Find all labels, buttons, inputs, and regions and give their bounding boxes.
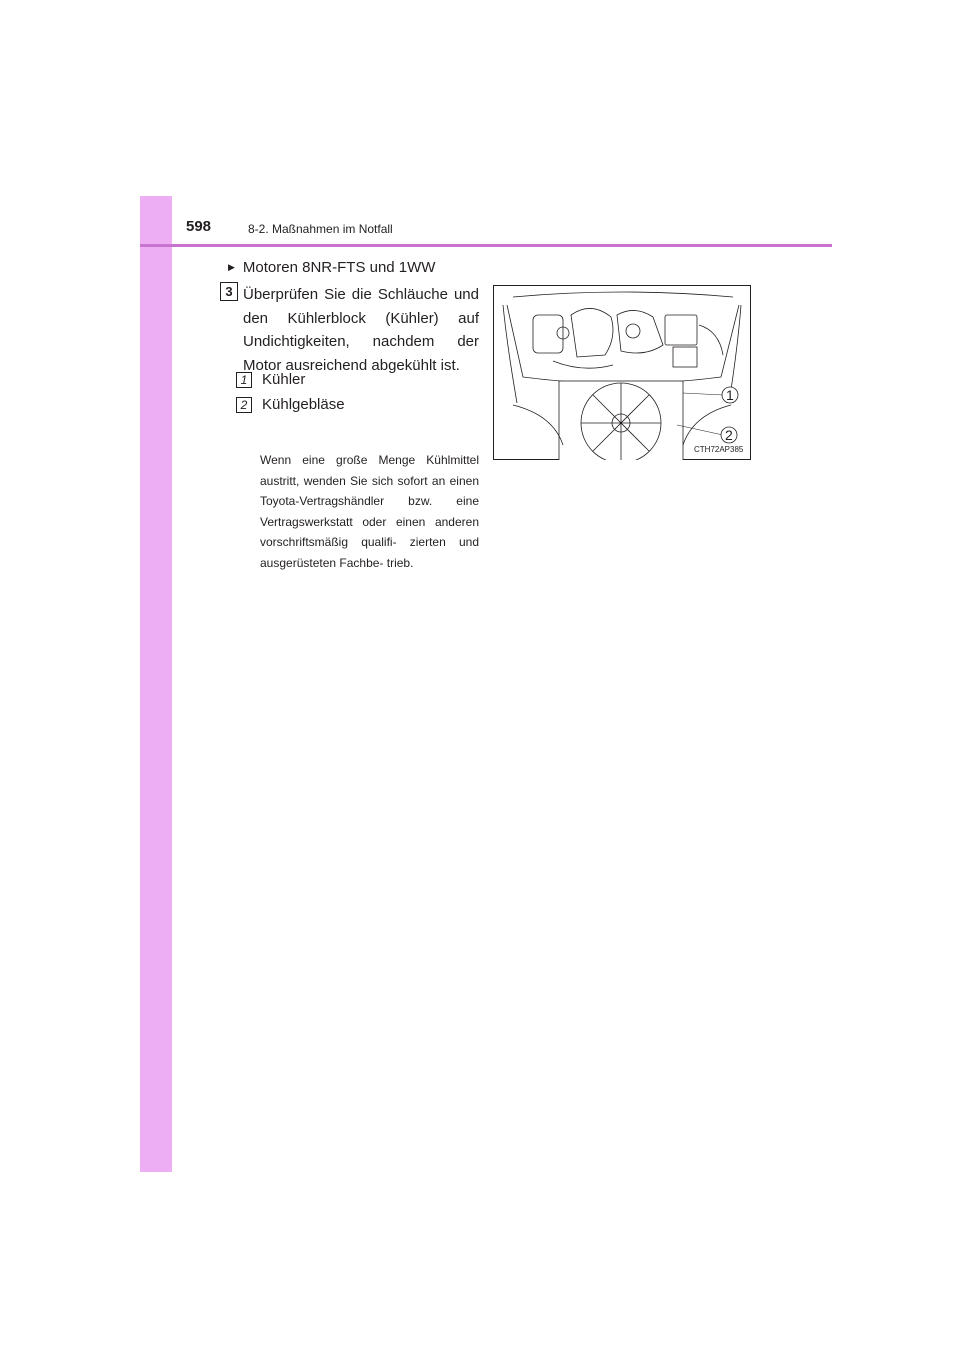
callout-1: 1: [726, 387, 734, 403]
engine-compartment-illustration: [493, 285, 751, 460]
subheading-text: Motoren 8NR-FTS und 1WW: [242, 259, 436, 276]
page-number: 598: [186, 218, 212, 235]
figure-code: CTH72AP385: [694, 445, 744, 454]
legend-number-2: 2: [236, 397, 252, 413]
legend-number-1: 1: [236, 372, 252, 388]
page-sidebar-tab: [140, 196, 172, 1172]
header-rule: [140, 244, 832, 247]
section-title: 8-2. Maßnahmen im Notfall: [248, 222, 393, 236]
legend-label-1: Kühler: [262, 371, 306, 388]
step-text: Überprüfen Sie die Schläuche und den Kühlerblock (Kühler) auf Undichtigkeiten, nachdem der Motor ausreichend abgekühlt ist.: [243, 286, 479, 374]
step-number-badge: 3: [220, 282, 238, 301]
callout-2: 2: [725, 427, 733, 443]
subheading: [228, 259, 435, 276]
note-text: Wenn eine große Menge Kühlmittel austritt, wenden Sie sich sofort an einen Toyota-Vertragshändler bzw. eine Vertragswerkstatt oder einen anderen vorschriftsmäßig qualifi- zierten und ausgerüsteten Fachbe- trieb.: [260, 453, 479, 570]
triangle-bullet-icon: ▶: [228, 262, 235, 272]
legend-label-2: Kühlgebläse: [262, 396, 345, 413]
